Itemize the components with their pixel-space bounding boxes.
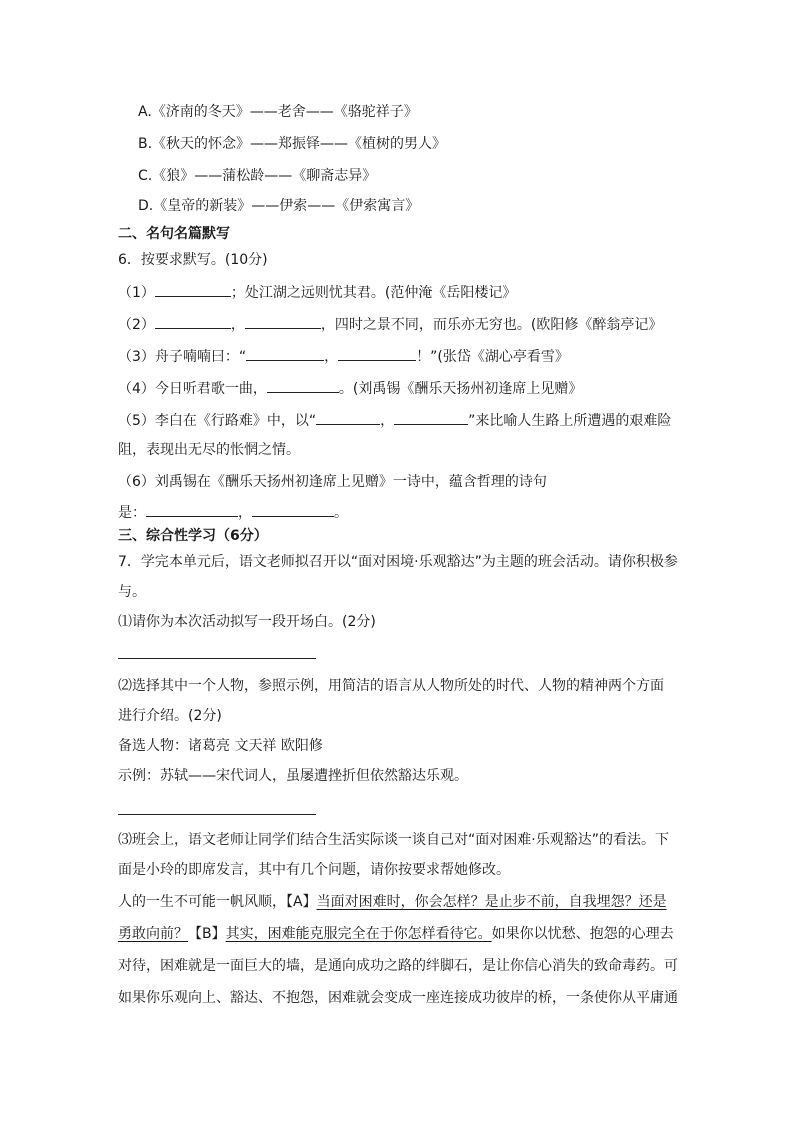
part-2-cont: 进行介绍。(2分) — [118, 708, 222, 724]
answer-line[interactable] — [118, 658, 316, 659]
underlined-sentence-b: 其实，困难能克服完全在于你怎样看待它。 — [225, 926, 492, 942]
item-5-cont: 阻，表现出无尽的怅惘之情。 — [118, 442, 300, 458]
question-7: 7．学完本单元后，语文老师拟召开以“面对困境·乐观豁达”为主题的班会活动。请你积极参 — [118, 554, 678, 570]
fill-blank[interactable] — [338, 346, 416, 361]
candidates: 备选人物：诸葛亮 文天祥 欧阳修 — [118, 738, 323, 754]
section-2-title: 二、名句名篇默写 — [118, 226, 230, 242]
section-3-title: 三、综合性学习（6分） — [118, 528, 268, 544]
speech-line-2: 勇敢向前？【B】其实，困难能克服完全在于你怎样看待它。如果你以忧愁、抱怨的心理去 — [118, 926, 674, 942]
speech-line-3: 对待，困难就是一面巨大的墙，是通向成功之路的绊脚石，是让你信心消失的致命毒药。可 — [118, 958, 678, 974]
item-4: （4）今日听君歌一曲， 。(刘禹锡《酬乐天扬州初逢席上见赠》 — [118, 378, 582, 399]
question-7-cont: 与。 — [118, 584, 146, 600]
part-3: ⑶班会上，语文老师让同学们结合生活实际谈一谈自己对“面对困难·乐观豁达”的看法。下 — [118, 832, 669, 848]
fill-blank[interactable] — [155, 314, 231, 329]
item-1: （1） ；处江湖之远则忧其君。(范仲淹《岳阳楼记》 — [118, 282, 516, 303]
example: 示例：苏轼——宋代词人，虽屡遭挫折但依然豁达乐观。 — [118, 768, 468, 784]
speech-line-1: 人的一生不可能一帆风顺，【A】当面对困难时，你会怎样？是止步不前，自我埋怨？还是 — [118, 894, 667, 910]
option-d: D.《皇帝的新装》——伊索——《伊索寓言》 — [138, 198, 420, 214]
option-c: C.《狼》——蒲松龄——《聊斋志异》 — [138, 168, 377, 184]
item-5: （5）李白在《行路难》中，以“ ， ”来比喻人生路上所遭遇的艰难险 — [118, 410, 671, 431]
speech-line-4: 如果你乐观向上、豁达、不抱怨，困难就会变成一座连接成功彼岸的桥，一条使你从平庸通 — [118, 990, 678, 1006]
part-1: ⑴请你为本次活动拟写一段开场白。(2分) — [118, 614, 376, 630]
fill-blank[interactable] — [246, 346, 324, 361]
fill-blank[interactable] — [267, 378, 339, 393]
item-2: （2） ， ，四时之景不同，而乐亦无穷也。(欧阳修《醉翁亭记》 — [118, 314, 662, 335]
underlined-sentence-a-end: 勇敢向前？ — [118, 926, 188, 942]
question-6: 6．按要求默写。(10分) — [118, 252, 268, 268]
option-a: A.《济南的冬天》——老舍——《骆驼祥子》 — [138, 104, 418, 120]
fill-blank[interactable] — [252, 502, 334, 517]
fill-blank[interactable] — [394, 410, 468, 425]
part-3-cont: 面是小玲的即席发言，其中有几个问题，请你按要求帮她修改。 — [118, 862, 510, 878]
part-2: ⑵选择其中一个人物，参照示例，用简洁的语言从人物所处的时代、人物的精神两个方面 — [118, 678, 664, 694]
fill-blank[interactable] — [146, 502, 238, 517]
answer-line[interactable] — [118, 814, 316, 815]
item-3: （3）舟子喃喃曰：“ ， ！”(张岱《湖心亭看雪》 — [118, 346, 569, 367]
option-b: B.《秋天的怀念》——郑振铎——《植树的男人》 — [138, 136, 447, 152]
fill-blank[interactable] — [316, 410, 380, 425]
item-6: （6）刘禹锡在《酬乐天扬州初逢席上见赠》一诗中，蕴含哲理的诗句 — [118, 474, 547, 490]
item-6-answer: 是： ， 。 — [118, 502, 348, 523]
fill-blank[interactable] — [245, 314, 321, 329]
fill-blank[interactable] — [155, 282, 231, 297]
underlined-sentence-a: 当面对困难时，你会怎样？是止步不前，自我埋怨？还是 — [316, 894, 667, 910]
